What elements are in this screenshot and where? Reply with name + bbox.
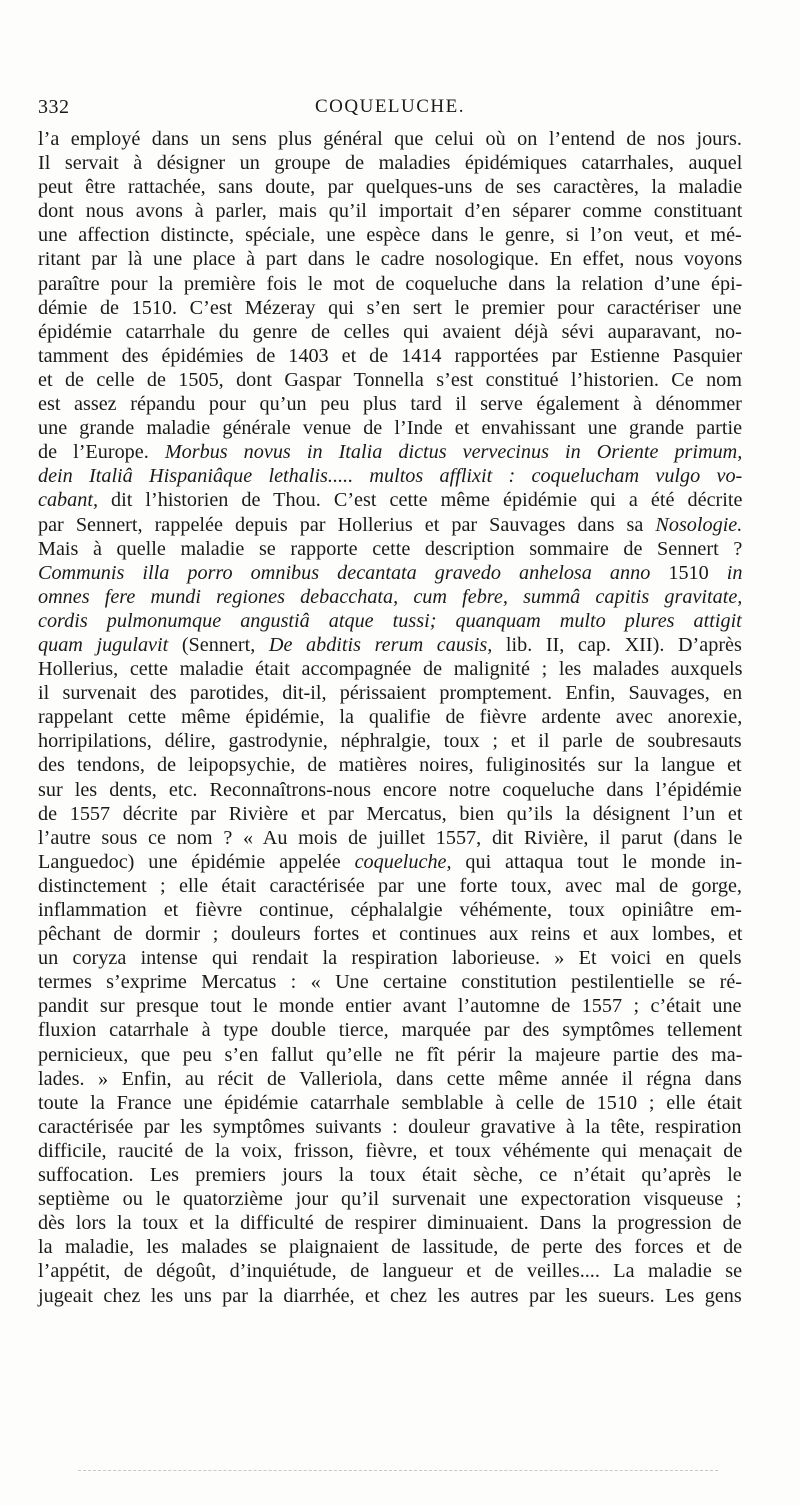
text-line xyxy=(38,970,742,994)
text-segment: dès lors la toux et la difficulté de respirer diminuaient. Dans la progression de xyxy=(38,1212,742,1235)
text-segment: Hollerius, cette maladie était accompagnée de malignité ; les malades auxquels xyxy=(38,658,743,681)
text-segment: 1510 xyxy=(650,561,727,584)
italic-text-segment: cordis pulmonumque angustiâ atque tussi; quanquam multo plures attigit xyxy=(38,609,742,632)
italic-text-segment: omnes fere mundi regiones debacchata, cum febre, summâ capitis gravitate, xyxy=(38,585,743,608)
text-line xyxy=(38,1284,742,1308)
text-segment: distinctement ; elle était caractérisée par une forte toux, avec mal de gorge, xyxy=(38,874,742,897)
text-line xyxy=(38,1211,742,1235)
page-number: 332 xyxy=(38,96,70,118)
italic-text-segment: De abditis rerum causis, xyxy=(268,633,493,656)
text-segment: des tendons, de leipopsychie, de matières noires, fuliginosités sur la langue et xyxy=(38,754,742,777)
text-segment: termes s’exprime Mercatus : « Une certaine constitution pestilentielle se ré- xyxy=(38,971,743,994)
italic-text-segment: coqueluche, xyxy=(354,850,452,873)
text-segment: l’a employé dans un sens plus général que celui où on l’entend de nos jours. xyxy=(38,128,742,150)
text-line xyxy=(38,1018,742,1042)
text-segment: septième ou le quatorzième jour qu’il survenait une expectoration visqueuse ; xyxy=(38,1188,742,1211)
text-line xyxy=(38,296,742,320)
text-line xyxy=(38,199,742,223)
text-line xyxy=(38,778,742,802)
italic-text-segment: quam jugulavit xyxy=(38,633,169,656)
text-line xyxy=(38,1115,742,1139)
text-line xyxy=(38,272,742,296)
text-line xyxy=(38,1067,742,1091)
text-line xyxy=(38,440,742,464)
text-segment: ritant par là une place à part dans le cadre nosologique. En effet, nous voyons xyxy=(38,248,743,271)
page-header xyxy=(38,96,742,122)
text-segment: dit l’historien de Thou. C’est cette même épidémie qui a été décrite xyxy=(98,489,743,512)
text-line xyxy=(38,1091,742,1115)
text-line xyxy=(38,151,742,175)
text-segment: (Sennert, xyxy=(168,633,269,656)
text-segment: Languedoc) une épidémie appelée xyxy=(38,850,355,873)
text-line xyxy=(38,416,742,440)
text-line xyxy=(38,344,742,368)
text-segment: Mais à quelle maladie se rapporte cette description sommaire de Sennert ? xyxy=(38,537,743,560)
text-line xyxy=(38,1139,742,1163)
running-title: COQUELUCHE. xyxy=(314,96,466,117)
text-line xyxy=(38,513,742,537)
text-segment: peut être rattachée, sans doute, par quelques-uns de ses caractères, la maladie xyxy=(38,176,743,199)
body-text xyxy=(38,127,742,1308)
italic-text-segment: Nosologie. xyxy=(655,513,743,536)
text-segment: une affection distincte, spéciale, une espèce dans le genre, si l’on veut, et mé- xyxy=(38,224,742,247)
italic-text-segment: cabant, xyxy=(38,489,98,512)
text-segment: une grande maladie générale venue de l’Inde et envahissant une grande partie xyxy=(38,417,743,440)
text-line xyxy=(38,657,742,681)
text-line xyxy=(38,729,742,753)
text-segment: pernicieux, que peu s’en fallut qu’elle ne fît périr la majeure partie des ma- xyxy=(38,1043,743,1066)
text-segment: inflammation et fièvre continue, céphalalgie véhémente, toux opiniâtre em- xyxy=(38,899,742,921)
text-line xyxy=(38,1187,742,1211)
text-line xyxy=(38,994,742,1018)
text-segment: pêchant de dormir ; douleurs fortes et continues aux reins et aux lombes, et xyxy=(38,923,743,946)
text-line xyxy=(38,368,742,392)
italic-text-segment: dein Italiâ Hispaniâque lethalis..... multos afflixit : coquelucham vulgo vo- xyxy=(38,465,743,488)
text-line xyxy=(38,609,742,633)
text-segment: est assez répandu pour qu’un peu plus tard il serve également à dénommer xyxy=(38,393,742,416)
text-line xyxy=(38,898,742,922)
text-line xyxy=(38,802,742,826)
text-segment: de l’Europe. xyxy=(38,441,165,464)
text-line xyxy=(38,1235,742,1259)
text-line xyxy=(38,1043,742,1067)
text-line xyxy=(38,753,742,777)
text-segment: l’autre sous ce nom ? « Au mois de juillet 1557, dit Rivière, il parut (dans le xyxy=(38,826,743,849)
text-segment: la maladie, les malades se plaignaient de lassitude, de perte des forces et de xyxy=(38,1236,743,1259)
text-line xyxy=(38,922,742,946)
italic-text-segment: Morbus novus in Italia dictus vervecinus in Oriente primum, xyxy=(164,441,743,464)
text-segment: paraître pour la première fois le mot de coqueluche dans la relation d’une épi- xyxy=(38,272,743,295)
text-line xyxy=(38,175,742,199)
italic-text-segment: Communis illa porro omnibus decantata gravedo anhelosa anno xyxy=(38,561,651,584)
footer-rule xyxy=(78,1470,718,1471)
text-segment: caractérisée par les symptômes suivants : douleur gravative à la tête, respiration xyxy=(38,1115,742,1138)
text-segment: tamment des épidémies de 1403 et de 1414 rapportées par Estienne Pasquier xyxy=(38,344,743,367)
text-segment: qui attaqua tout le monde in- xyxy=(451,850,743,873)
text-segment: de 1557 décrite par Rivière et par Mercatus, bien qu’ils la désignent l’un et xyxy=(38,802,743,825)
text-line xyxy=(38,850,742,874)
text-line xyxy=(38,464,742,488)
text-segment: jugeait chez les uns par la diarrhée, et chez les autres par les sueurs. Les gens xyxy=(38,1284,742,1307)
text-segment: fluxion catarrhale à type double tierce, marquée par des symptômes tellement xyxy=(38,1019,743,1042)
text-line xyxy=(38,874,742,898)
text-line xyxy=(38,561,742,585)
text-segment: Il servait à désigner un groupe de maladies épidémiques catarrhales, auquel xyxy=(38,152,743,175)
text-line xyxy=(38,826,742,850)
text-segment: dont nous avons à parler, mais qu’il importait d’en séparer comme constituant xyxy=(38,200,743,223)
text-line xyxy=(38,223,742,247)
text-line xyxy=(38,127,742,151)
text-segment: toute la France une épidémie catarrhale semblable à celle de 1510 ; elle était xyxy=(38,1091,742,1114)
text-segment: lades. » Enfin, au récit de Valleriola, dans cette même année il régna dans xyxy=(38,1067,742,1090)
text-line xyxy=(38,1259,742,1283)
text-line xyxy=(38,585,742,609)
text-segment: sur les dents, etc. Reconnaîtrons-nous encore notre coqueluche dans l’épidémie xyxy=(38,778,742,801)
text-line xyxy=(38,392,742,416)
text-line xyxy=(38,681,742,705)
text-segment: horripilations, délire, gastrodynie, néphralgie, toux ; et il parle de soubresauts xyxy=(38,730,742,753)
text-segment: pandit sur presque tout le monde entier avant l’automne de 1557 ; c’était une xyxy=(38,995,742,1018)
text-segment: suffocation. Les premiers jours la toux était sèche, ce n’était qu’après le xyxy=(38,1164,742,1187)
italic-text-segment: in xyxy=(726,561,743,584)
text-segment: et de celle de 1505, dont Gaspar Tonnella s’est constitué l’historien. Ce nom xyxy=(38,368,742,391)
text-line xyxy=(38,705,742,729)
text-segment: l’appétit, de dégoût, d’inquiétude, de langueur et de veilles.... La maladie se xyxy=(38,1260,743,1283)
text-line xyxy=(38,537,742,561)
text-line xyxy=(38,946,742,970)
text-segment: épidémie catarrhale du genre de celles qui avaient déjà sévi auparavant, no- xyxy=(38,320,742,343)
text-line xyxy=(38,488,742,512)
text-segment: démie de 1510. C’est Mézeray qui s’en sert le premier pour caractériser une xyxy=(38,296,742,319)
text-line xyxy=(38,633,742,657)
text-line xyxy=(38,320,742,344)
text-segment: rappelant cette même épidémie, la qualifie de fièvre ardente avec anorexie, xyxy=(38,706,743,729)
text-segment: il survenait des parotides, dit-il, périssaient promptement. Enfin, Sauvages, en xyxy=(38,682,743,705)
text-line xyxy=(38,247,742,271)
text-segment: difficile, raucité de la voix, frisson, fièvre, et toux véhémente qui menaçait de xyxy=(38,1139,743,1162)
text-segment: lib. II, cap. XII). D’après xyxy=(492,633,742,656)
text-line xyxy=(38,1163,742,1187)
text-segment: par Sennert, rappelée depuis par Hollerius et par Sauvages dans sa xyxy=(38,513,656,536)
text-segment: un coryza intense qui rendait la respiration laborieuse. » Et voici en quels xyxy=(38,947,742,970)
